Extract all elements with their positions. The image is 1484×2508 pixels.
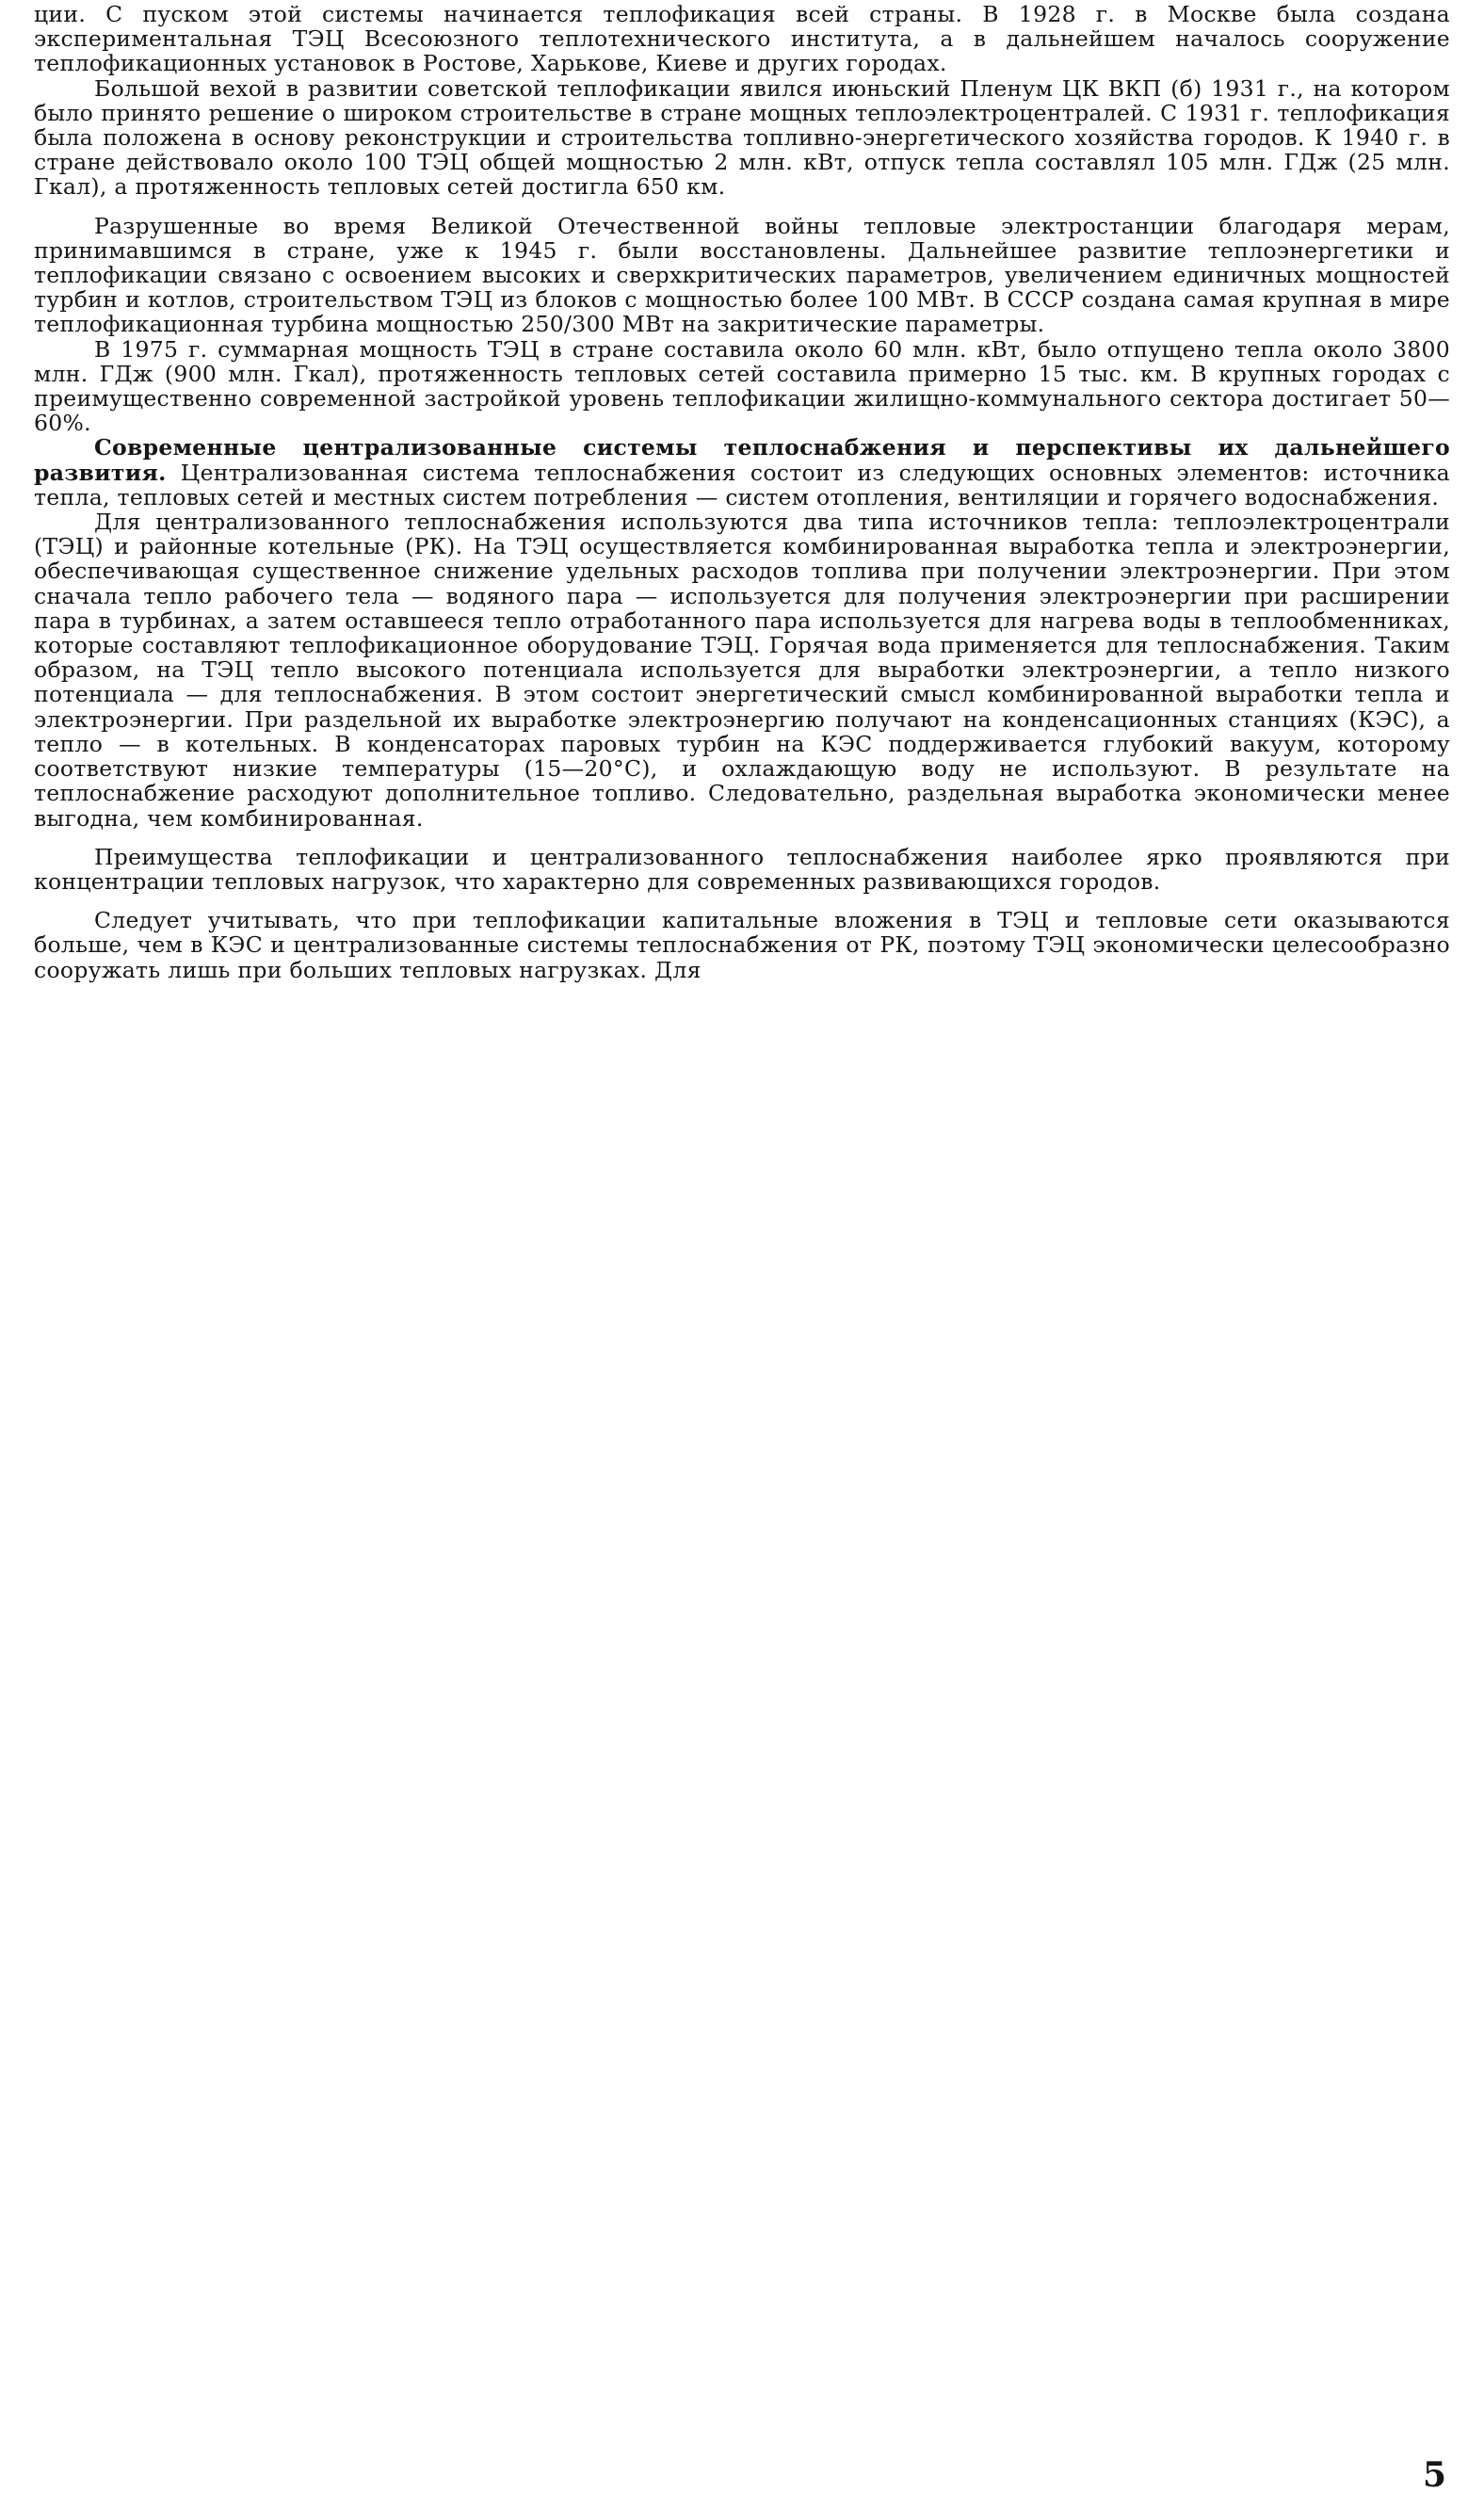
paragraph-text: ции. С пуском этой системы начинается теплофикация всей страны. В 1928 г. в Москве была создана экспериментальная ТЭЦ Всесоюзного теплотехнического института, а в дальнейшем началось сооружение теплофикационных установок в Ростове, Харькове, Киеве и других городах. <box>34 1 1450 77</box>
document-page <box>34 0 1450 2508</box>
paragraph-text: Для централизованного теплоснабжения используются два типа источников тепла: теплоэлектроцентрали (ТЭЦ) и районные котельные (РК). На ТЭЦ осуществляется комбинированная выработка тепла и электроэнергии, обеспечивающая существенное снижение удельных расходов топлива при получении электроэнергии. При этом сначала тепло рабочего тела — водяного пара — используется для получения электроэнергии при расширении пара в турбинах, а затем оставшееся тепло отработанного пара используется для нагрева воды в теплообменниках, которые составляют теплофикационное оборудование ТЭЦ. Горячая вода применяется для теплоснабжения. Таким образом, на ТЭЦ тепло высокого потенциала используется для выработки электроэнергии, а тепло низкого потенциала — для теплоснабжения. В этом состоит энергетический смысл комбинированной выработки тепла и электроэнергии. При раздельной их выработке электроэнергию получают на конденсационных станциях (КЭС), а тепло — в котельных. В конденсаторах паровых турбин на КЭС поддерживается глубокий вакуум, которому соответствуют низкие температуры (15—20°С), и охлаждающую воду не используют. В результате на теплоснабжение расходуют дополнительное топливо. Следовательно, раздельная выработка экономически менее выгодна, чем комбинированная. <box>34 509 1450 832</box>
paragraph-modern-systems <box>34 435 1450 510</box>
page-number: 5 <box>1422 2455 1446 2495</box>
paragraph-text: Следует учитывать, что при теплофикации капитальные вложения в ТЭЦ и тепловые сети оказываются больше, чем в КЭС и централизованные системы теплоснабжения от РК, поэтому ТЭЦ экономически целесообразно сооружать лишь при больших тепловых нагрузках. Для <box>34 907 1450 983</box>
paragraph-capital-investment <box>34 908 1450 982</box>
paragraph-1975 <box>34 337 1450 436</box>
paragraph-plenum-1931 <box>34 76 1450 200</box>
paragraph-heat-sources <box>34 510 1450 831</box>
paragraph-continuation <box>34 0 1450 76</box>
paragraph-postwar <box>34 214 1450 337</box>
paragraph-text: Централизованная система теплоснабжения состоит из следующих основных элементов: источника тепла, тепловых сетей и местных систем потребления — систем отопления, вентиляции и горячего водоснабжения. <box>34 459 1450 510</box>
paragraph-text: Большой вехой в развитии советской теплофикации явился июньский Пленум ЦК ВКП (б) 1931 г., на котором было принято решение о широком строительстве в стране мощных теплоэлектроцентралей. С 1931 г. теплофикация была положена в основу реконструкции и строительства топливно-энергетического хозяйства городов. К 1940 г. в стране действовало около 100 ТЭЦ общей мощностью 2 млн. кВт, отпуск тепла составлял 105 млн. ГДж (25 млн. Гкал), а протяженность тепловых сетей достигла 650 км. <box>34 74 1450 201</box>
section-heading: Современные централизованные системы теплоснабжения и перспективы их дальнейшего развития. <box>34 434 1450 486</box>
paragraph-text: Преимущества теплофикации и централизованного теплоснабжения наиболее ярко проявляются при концентрации тепловых нагрузок, что характерно для современных развивающихся городов. <box>34 843 1450 895</box>
paragraph-advantages <box>34 845 1450 894</box>
paragraph-text: В 1975 г. суммарная мощность ТЭЦ в стране составила около 60 млн. кВт, было отпущено тепла около 3800 млн. ГДж (900 млн. Гкал), протяженность тепловых сетей составила примерно 15 тыс. км. В крупных городах с преимущественно современной застройкой уровень теплофикации жилищно-коммунального сектора достигает 50—60%. <box>34 335 1450 437</box>
paragraph-text: Разрушенные во время Великой Отечественной войны тепловые электростанции благодаря мерам, принимавшимся в стране, уже к 1945 г. были восстановлены. Дальнейшее развитие теплоэнергетики и теплофикации связано с освоением высоких и сверхкритических параметров, увеличением единичных мощностей турбин и котлов, строительством ТЭЦ из блоков с мощностью более 100 МВт. В СССР создана самая крупная в мире теплофикационная турбина мощностью 250/300 МВт на закритические параметры. <box>34 212 1450 338</box>
